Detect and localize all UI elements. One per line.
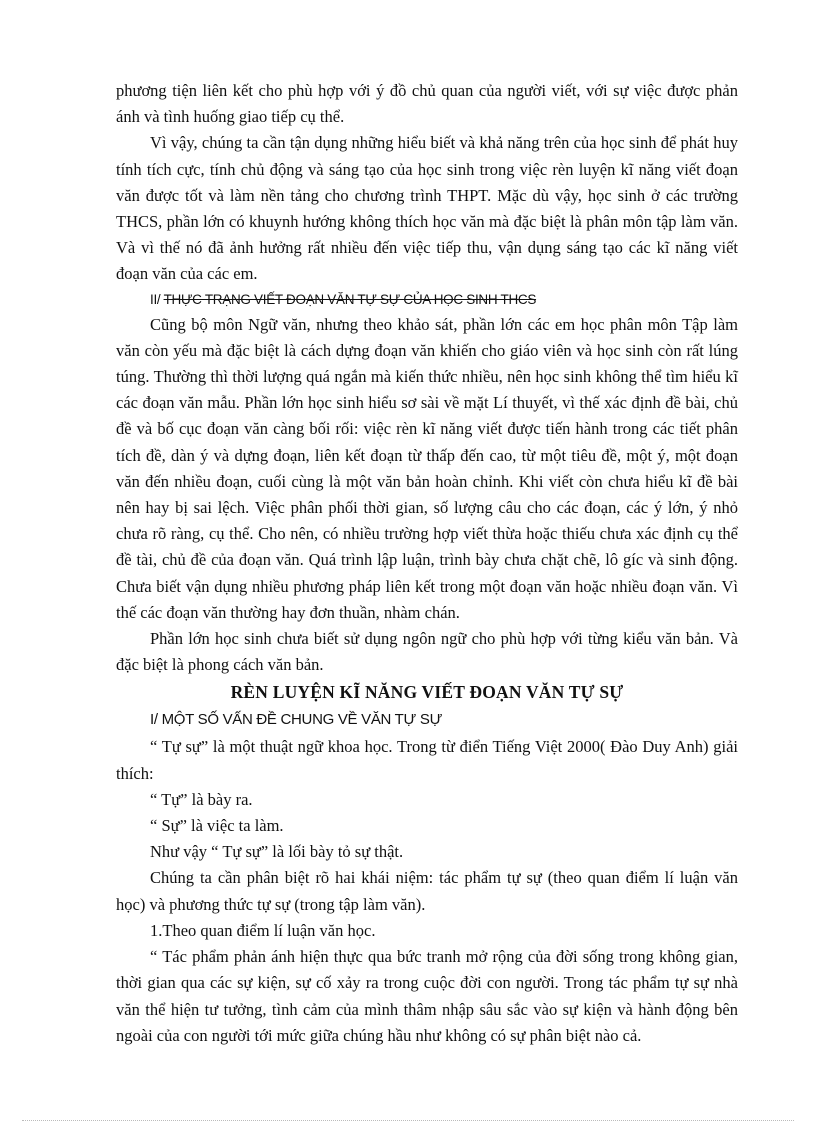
document-page	[116, 78, 738, 1049]
paragraph-7: “ Sự” là việc ta làm.	[150, 816, 284, 836]
paragraph-10: 1.Theo quan điểm lí luận văn học.	[150, 920, 376, 940]
page-bottom-divider	[22, 1120, 794, 1121]
section-heading-3: I/ MỘT SỐ VẤN ĐỀ CHUNG VỀ VĂN TỰ SỰ	[150, 711, 443, 729]
section-heading-2-prefix: II/	[150, 291, 164, 307]
paragraph-8: Như vậy “ Tự sự” là lối bày tỏ sự thật.	[150, 842, 404, 862]
paragraph-9: Chúng ta cần phân biệt rõ hai khái niệm: tác phẩm tự sự (theo quan điểm lí luận văn học) và phương thức tự sự (trong tập làm văn).	[116, 868, 738, 914]
section-heading-2	[116, 288, 738, 312]
paragraph-6: “ Tự” là bày ra.	[150, 789, 253, 809]
paragraph-11: “ Tác phẩm phản ánh hiện thực qua bức tranh mở rộng của đời sống trong không gian, thời gian qua các sự kiện, sự cố xảy ra trong cuộc đời con người. Trong tác phẩm tự sự nhà văn thể hiện tư tưởng, tình cảm của mình thâm nhập sâu sắc vào sự kiện và hành động bên ngoài của con người tới mức giữa chúng hầu như không có sự phân biệt nào cả.	[116, 947, 738, 1045]
paragraph-2: Vì vậy, chúng ta cần tận dụng những hiểu biết và khả năng trên của học sinh để phát huy tính tích cực, tính chủ động và sáng tạo của học sinh trong việc rèn luyện kĩ năng viết đoạn văn được tốt và làm nền tảng cho chương trình THPT. Mặc dù vậy, học sinh ở các trường THCS, phần lớn có khuynh hướng không thích học văn mà đặc biệt là phân môn tập làm văn. Và vì thế nó đã ảnh hưởng rất nhiều đến việc tiếp thu, vận dụng sáng tạo các kĩ năng viết đoạn văn của các em.	[116, 133, 738, 284]
paragraph-4: Phần lớn học sinh chưa biết sử dụng ngôn ngữ cho phù hợp với từng kiểu văn bản. Và đặc biệt là phong cách văn bản.	[116, 629, 738, 675]
paragraph-1: phương tiện liên kết cho phù hợp với ý đồ chủ quan của người viết, với sự việc được phản ánh và tình huống giao tiếp cụ thể.	[116, 81, 738, 127]
paragraph-5: “ Tự sự” là một thuật ngữ khoa học. Trong từ điển Tiếng Việt 2000( Đào Duy Anh) giải thích:	[116, 737, 738, 783]
paragraph-3: Cũng bộ môn Ngữ văn, nhưng theo khảo sát, phần lớn các em học phân môn Tập làm văn còn yếu mà đặc biệt là cách dựng đoạn văn khiến cho giáo viên và học sinh còn rất lúng túng. Thường thì thời lượng quá ngắn mà kiến thức nhiều, nên học sinh không thể tìm hiểu kĩ các đoạn văn mẫu. Phần lớn học sinh hiểu sơ sài về mặt Lí thuyết, vì thế xác định đề bài, chủ đề và bố cục đoạn văn càng bối rối: việc rèn kĩ năng viết được tiến hành trong các tiết phân tích đề, dàn ý và dựng đoạn, liên kết đoạn từ thấp đến cao, từ một tiêu đề, một ý, một đoạn văn đến nhiều đoạn, cuối cùng là một văn bản hoàn chỉnh. Khi viết còn chưa hiểu kĩ đề bài nên hay bị sai lệch. Việc phân phối thời gian, số lượng câu cho các đoạn, các ý lớn, ý nhỏ chưa rõ ràng, cụ thể. Cho nên, có nhiều trường hợp viết thừa hoặc thiếu chưa xác định cụ thể đề tài, chủ đề của đoạn văn. Quá trình lập luận, trình bày chưa chặt chẽ, lô gíc và sinh động. Chưa biết vận dụng nhiều phương pháp liên kết trong một đoạn văn hoặc nhiều đoạn văn. Vì thế các đoạn văn thường hay đơn thuần, nhàm chán.	[116, 314, 738, 622]
section-heading-2-text: THỰC TRẠNG VIẾT ĐOẠN VĂN TỰ SỰ CỦA HỌC SINH THCS	[163, 291, 537, 307]
main-title: RÈN LUYỆN KĨ NĂNG VIẾT ĐOẠN VĂN TỰ SỰ	[230, 682, 624, 703]
